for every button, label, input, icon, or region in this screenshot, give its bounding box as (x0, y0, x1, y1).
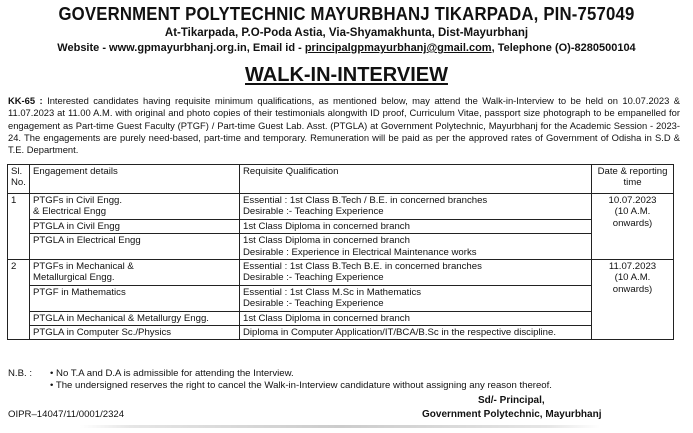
telephone: , Telephone (O)-8280500104 (491, 42, 636, 54)
qualification-line: Desirable :- Teaching Experience (243, 298, 384, 310)
signatory: Sd/- Principal, (478, 395, 545, 406)
date-value: 10.07.2023 (608, 195, 657, 206)
engagement-line: & Electrical Engg (33, 206, 107, 218)
qualification-line: Essential : 1st Class M.Sc in Mathematics (243, 286, 422, 298)
table-header-row (8, 165, 674, 194)
reference-number: OIPR–14047/11/0001/2324 (8, 409, 125, 420)
signatory-office: Government Polytechnic, Mayurbhanj (422, 409, 602, 420)
intro-text: Interested candidates having requisite minimum qualifications, as mentioned below, may attend the Walk-in-Interview to be held on 10.07.2023 & 11.07.2023 at 11.00 A.M. with original and photo copies of their testimonials alongwith ID proof, Curriculum Vitae, passport size photograph to be empanelled for engagement as Part-time Guest Faculty (PTGF) / Part-time Guest Lab. Asst. (PTGLA) at Government Polytechnic, Mayurbhanj for the Academic Session - 2023-24. The engagements are purely need-based, part-time and temporary. Remuneration will be paid as per the approved rates of Government of Odisha in S.D & T.E. Department. (8, 95, 680, 156)
table-row (8, 260, 674, 286)
note-item: • No T.A and D.A is admissible for attending the Interview. (50, 368, 294, 379)
engagement-cell (30, 311, 240, 325)
intro-paragraph (8, 95, 680, 156)
qualification-line: 1st Class Diploma in concerned branch (243, 235, 410, 247)
engagement-line: PTGLA in Civil Engg (33, 220, 120, 232)
qualification-line: 1st Class Diploma in concerned branch (243, 220, 410, 232)
time-value: (10 A.M. (614, 272, 651, 284)
qualification-line: Essential : 1st Class B.Tech B.E. in concerned branches (243, 261, 482, 273)
email-link[interactable]: principalgpmayurbhanj@gmail.com (304, 42, 492, 54)
engagement-line: PTGFs in Mechanical & (33, 261, 134, 273)
engagement-table (7, 164, 674, 340)
qualification-cell (240, 260, 592, 286)
qualification-line: Desirable :- Teaching Experience (243, 272, 384, 284)
engagement-cell (30, 234, 240, 260)
table-row (8, 219, 674, 233)
table-row (8, 234, 674, 260)
engagement-cell (30, 285, 240, 311)
qualification-cell (240, 194, 592, 220)
header-sl: Sl. No. (8, 165, 30, 194)
engagement-line: PTGLA in Computer Sc./Physics (33, 327, 172, 339)
date-value: 11.07.2023 (608, 261, 657, 273)
time-value: onwards) (612, 217, 653, 229)
qualification-cell (240, 285, 592, 311)
qualification-cell (240, 326, 592, 340)
engagement-line: PTGFs in Civil Engg. (33, 195, 123, 206)
table-row (8, 311, 674, 325)
sl-cell: 2 (8, 260, 30, 340)
contact-line (0, 42, 693, 54)
qualification-line: Desirable :- Teaching Experience (243, 206, 384, 218)
engagement-line: PTGLA in Mechanical & Metallurgy Engg. (33, 312, 209, 324)
qualification-line: 1st Class Diploma in concerned branch (243, 312, 410, 324)
qualification-cell (240, 311, 592, 325)
table-row (8, 326, 674, 340)
note-item: • The undersigned reserves the right to cancel the Walk-in-Interview candidature without assigning any reason thereof. (50, 380, 552, 391)
qualification-line: Desirable : Experience in Electrical Maintenance works (243, 246, 477, 258)
engagement-cell (30, 194, 240, 220)
header-engagement: Engagement details (30, 165, 240, 194)
sl-cell: 1 (8, 194, 30, 260)
table-row (8, 285, 674, 311)
header-qualification: Requisite Qualification (240, 165, 592, 194)
notes-label: N.B. : (8, 368, 32, 379)
engagement-line: PTGLA in Electrical Engg (33, 235, 141, 247)
table-row (8, 194, 674, 220)
engagement-line: PTGF in Mathematics (33, 286, 126, 298)
date-cell (592, 194, 674, 260)
notice-title-text: WALK-IN-INTERVIEW (245, 64, 448, 86)
header-date: Date & reporting time (592, 165, 674, 194)
institution-address: At-Tikarpada, P.O-Poda Astia, Via-Shyamakhunta, Dist-Mayurbhanj (164, 27, 529, 39)
qualification-cell (240, 219, 592, 233)
engagement-cell (30, 260, 240, 286)
bottom-divider (80, 425, 600, 428)
qualification-line: Essential : 1st Class B.Tech / B.E. in concerned branches (243, 195, 488, 206)
engagement-line: Metallurgical Engg. (33, 272, 115, 284)
institution-title: GOVERNMENT POLYTECHNIC MAYURBHANJ TIKARPADA, PIN-757049 (58, 4, 635, 24)
website-label: Website - www.gpmayurbhanj.org.in, Email id - (57, 42, 305, 54)
engagement-cell (30, 326, 240, 340)
engagement-cell (30, 219, 240, 233)
time-value: (10 A.M. (614, 206, 651, 218)
qualification-cell (240, 234, 592, 260)
time-value: onwards) (612, 283, 653, 295)
date-cell (592, 260, 674, 340)
intro-ref: KK-65 : (8, 95, 43, 106)
qualification-line: Diploma in Computer Application/IT/BCA/B.Sc in the respective discipline. (243, 327, 557, 339)
notice-title (0, 64, 693, 87)
